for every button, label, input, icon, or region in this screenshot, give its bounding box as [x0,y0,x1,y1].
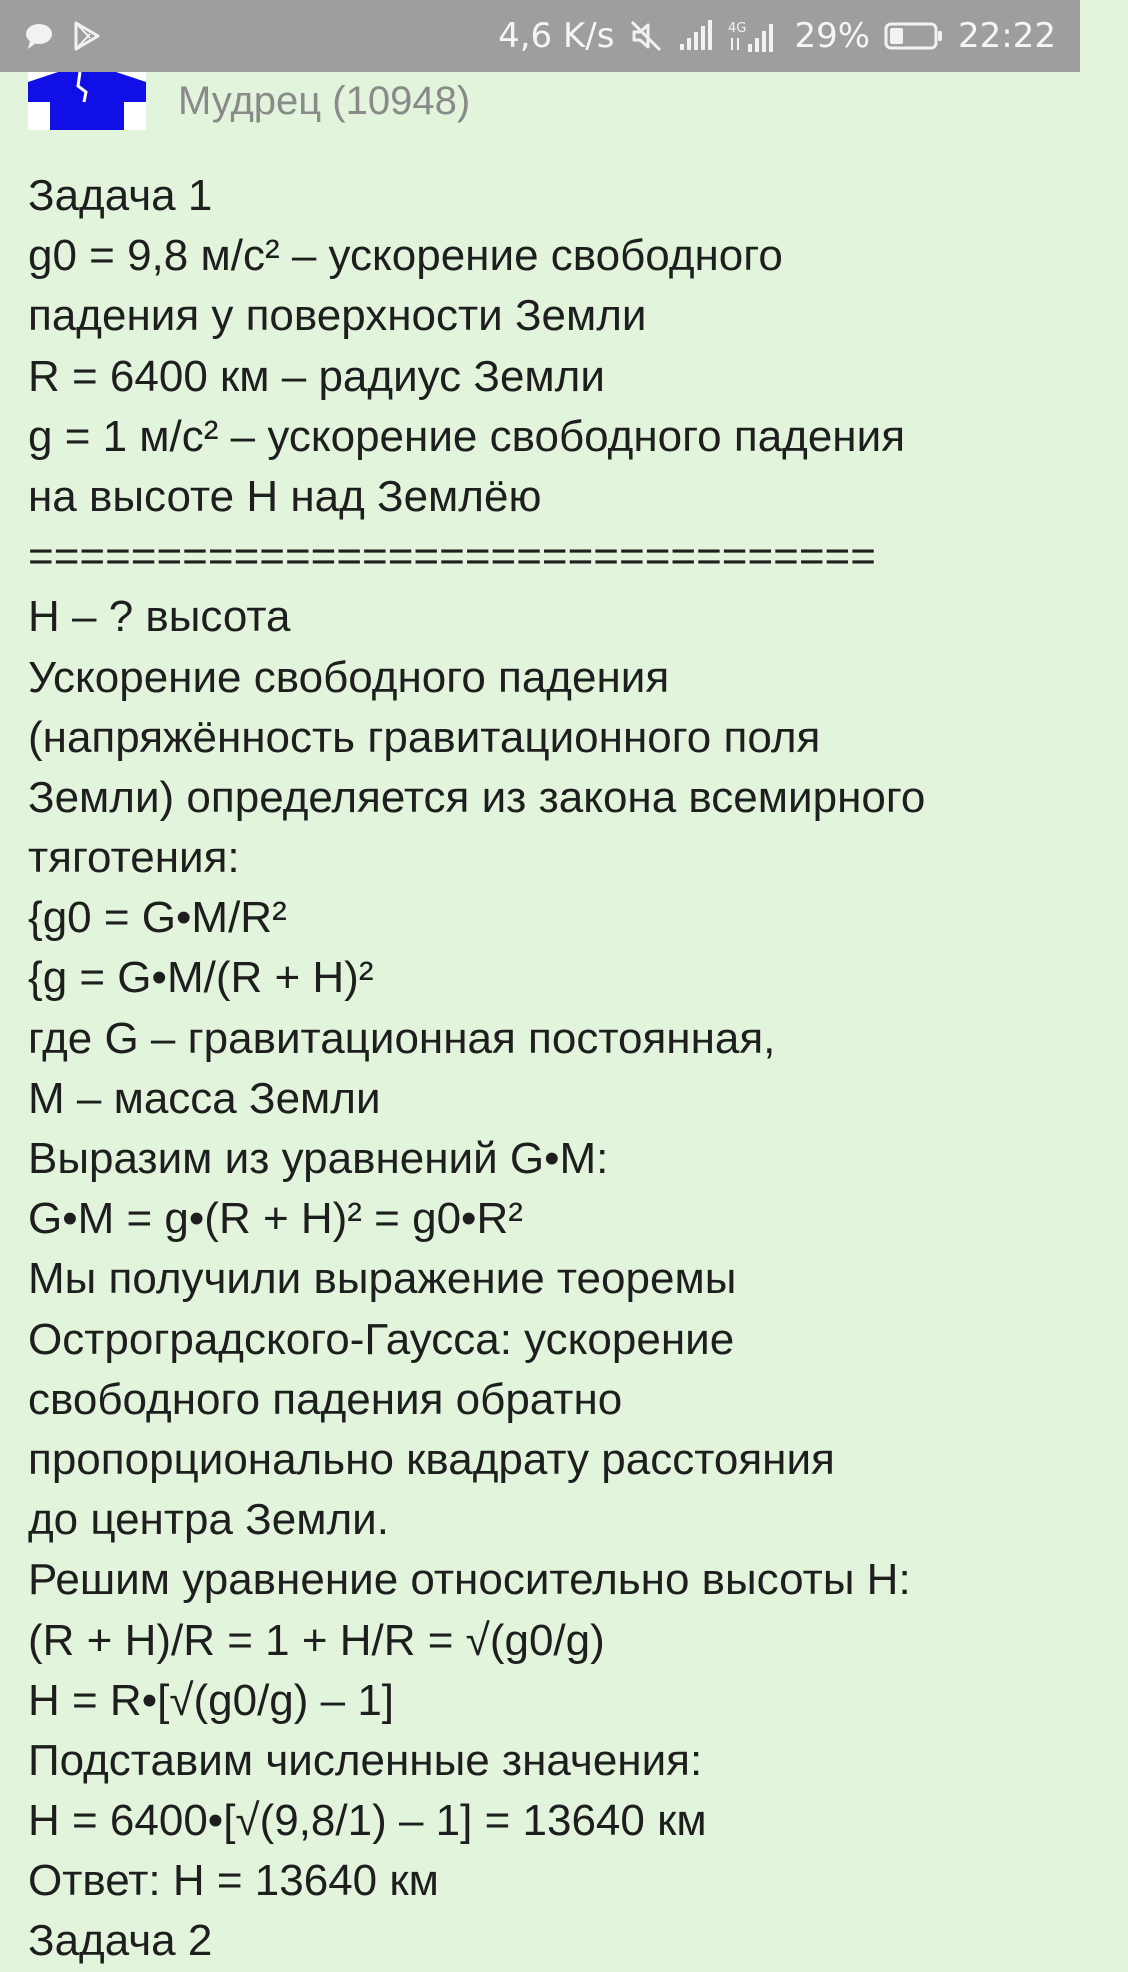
clock: 22:22 [958,16,1056,56]
answer-line: M – масса Земли [28,1073,381,1123]
answer-line: Выразим из уравнений G•M: [28,1134,609,1183]
answer-line: тяготения: [28,833,240,883]
answer-line: {g0 = G•M/R² [28,893,287,943]
answer-line: Задача 1 [28,171,213,220]
author-name[interactable]: Мудрец (10948) [178,78,471,123]
status-bar [0,0,1080,72]
answer-line: Ускорение свободного падения [28,652,670,702]
answer-line: (R + H)/R = 1 + H/R = √(g0/g) [28,1615,605,1665]
network-type: 4G [728,21,747,36]
answer-line: H = 6400•[√(9,8/1) – 1] = 13640 км [28,1796,707,1846]
chat-icon [24,21,54,51]
answer-line: (напряжённость гравитационного поля [28,712,821,762]
answer-line: R = 6400 км – радиус Земли [28,351,605,401]
answer-line: g = 1 м/c² – ускорение свободного падения [28,411,906,461]
answer-content [0,72,1080,1966]
avatar[interactable] [28,72,146,130]
answer-line: на высоте H над Землёю [28,471,542,521]
answer-line: пропорционально квадрату расстояния [28,1434,835,1484]
answer-line: Задача 2 [28,1916,213,1966]
answer-line: Остроградского-Гаусса: ускорение [28,1314,735,1364]
answer-line: Ответ: H = 13640 км [28,1856,439,1906]
answer-line: ================================= [28,532,876,582]
battery-icon [884,21,944,51]
answer-line: Мы получили выражение теоремы [28,1254,737,1304]
play-store-icon [72,20,102,52]
author-row [28,72,470,130]
answer-line: падения у поверхности Земли [28,291,647,341]
answer-line: g0 = 9,8 м/c² – ускорение свободного [28,231,783,281]
answer-line: где G – гравитационная постоянная, [28,1013,776,1063]
answer-line: G•M = g•(R + H)² = g0•R² [28,1194,523,1244]
answer-line: до центра Земли. [28,1495,389,1545]
answer-line: H = R•[√(g0/g) – 1] [28,1675,395,1725]
answer-line: Подставим численные значения: [28,1735,703,1785]
answer-line: {g = G•M/(R + H)² [28,953,374,1003]
answer-line: Решим уравнение относительно высоты H: [28,1555,911,1605]
battery-percent: 29% [794,16,871,56]
answer-line: H – ? высота [28,592,291,642]
avatar-image [28,72,146,130]
lte-signal-icon [728,18,780,54]
answer-text [28,166,1128,1972]
network-speed: 4,6 K/s [498,16,615,56]
mute-icon [628,18,664,54]
answer-line: Земли) определяется из закона всемирного [28,772,926,822]
signal-icon [678,20,714,52]
answer-line: свободного падения обратно [28,1374,623,1424]
